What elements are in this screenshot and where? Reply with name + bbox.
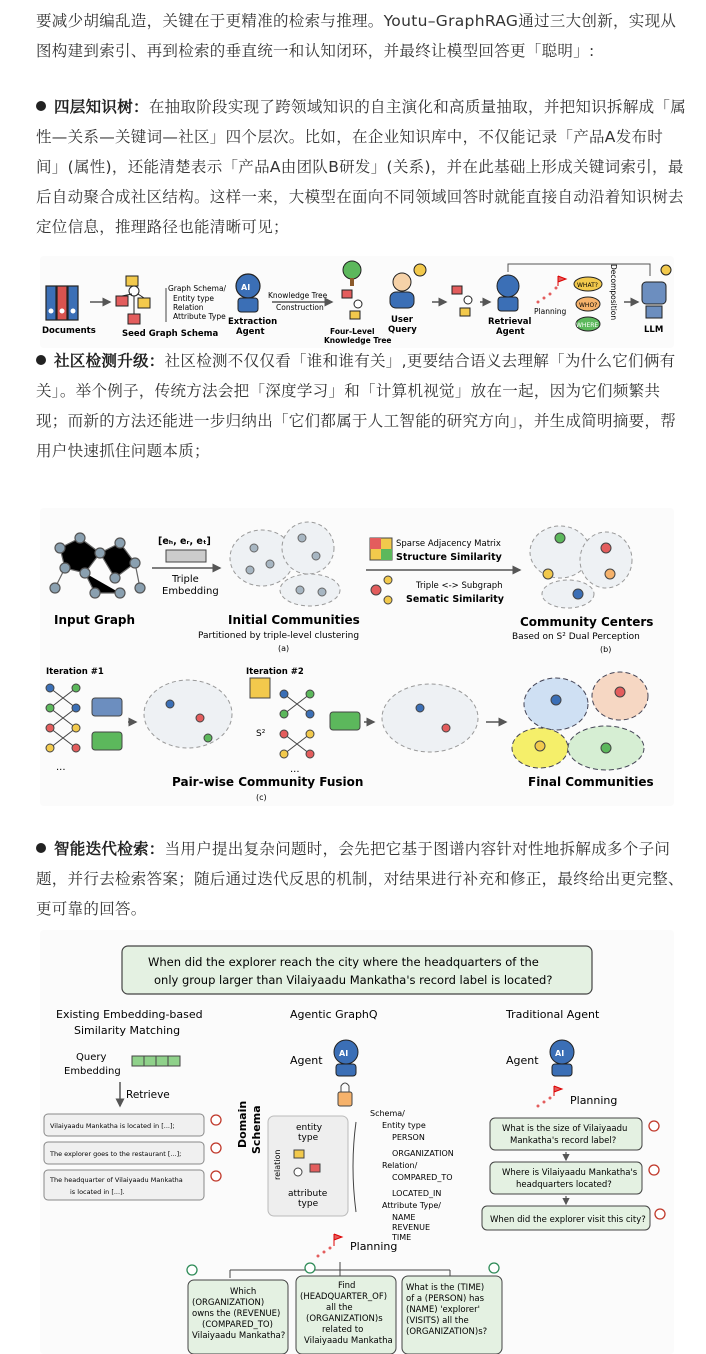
- trad-step-text: What is the size of Vilaiyaadu: [502, 1124, 628, 1134]
- ai-badge: AI: [339, 1049, 349, 1058]
- kt-construction-2: Construction: [276, 303, 324, 312]
- section-body: 在抽取阶段实现了跨领域知识的自主演化和高质量抽取，并把知识拆解成「属性—关系—关键词—社区」四个层次。比如，在企业知识库中，不仅能记录「产品A发布时间」(属性)，还能清楚表示「产品A由团队B研发」(关系)，并在此基础上形成关键词索引，最后自动聚合成社区结构。这样一来，大模型在面向不同领域回答时就能直接自动沿着知识树去定位信息，推理路径也能清晰可见；: [36, 98, 687, 236]
- subgraph-icon: [371, 576, 392, 604]
- merged-communities-icon: [382, 684, 478, 752]
- s2-label: S²: [256, 729, 266, 739]
- figure-knowledge-tree-pipeline: [40, 256, 674, 348]
- llm-robot-icon: [642, 265, 671, 318]
- kt-construction-1: Knowledge Tree: [268, 291, 328, 300]
- schema-tree-item: REVENUE: [392, 1223, 431, 1232]
- user-label-1: User: [391, 315, 413, 325]
- domain-schema-1: Domain: [236, 1100, 249, 1148]
- iteration-2-graph-icon: [280, 690, 314, 758]
- embedding-vector-icon: [166, 550, 206, 562]
- sub-q2-line: (ORGANIZATION)s: [306, 1314, 383, 1324]
- label-a: (a): [278, 644, 290, 653]
- user-icon: [390, 264, 426, 308]
- pipeline-diagram: [40, 256, 674, 348]
- user-label-2: Query: [388, 325, 417, 335]
- section-body: 社区检测不仅仅看「谁和谁有关」,更要结合语义去理解「为什么它们俩有关」。举个例子，传统方法会把「深度学习」和「计算机视觉」放在一起，因为它们频繁共现；而新的方法还能进一步归纳出「它们都属于人工智能的研究方向」，并生成简明摘要，帮用户快速抓住问题本质；: [36, 352, 677, 460]
- knowledge-tree-icon: [342, 261, 362, 319]
- graph-schema-title: Graph Schema/: [168, 284, 227, 293]
- puzzle-icon: [92, 698, 122, 716]
- sparse-matrix-label: Sparse Adjacency Matrix: [396, 539, 501, 549]
- sub-q2-line: related to: [322, 1325, 364, 1335]
- four-level-1: Four-Level: [330, 327, 375, 336]
- embedding-vector-icon: [132, 1056, 180, 1066]
- sub-q3-line: of a (PERSON) has: [406, 1294, 485, 1304]
- label-b: (b): [600, 645, 612, 654]
- trad-step-text: When did the explorer visit this city?: [490, 1215, 646, 1225]
- schema-entity-type: Entity type: [173, 294, 215, 303]
- sub-q1-line: (ORGANIZATION): [192, 1298, 265, 1308]
- sub-q3-line: (ORGANIZATION)s?: [406, 1327, 488, 1337]
- section-heading: 智能迭代检索：: [54, 840, 165, 858]
- sub-q2-line: all the: [326, 1303, 353, 1313]
- seed-schema-graph-icon: [116, 276, 150, 324]
- figure-community-detection: [40, 508, 674, 806]
- retrieval-label-1: Retrieval: [488, 317, 532, 327]
- llm-label: LLM: [644, 325, 664, 335]
- matrix-icon: [250, 678, 270, 698]
- sub-q1-line: Which: [230, 1287, 257, 1297]
- planning-label: Planning: [534, 307, 567, 316]
- attribute-type-1: attribute: [288, 1189, 328, 1199]
- planning-dots-icon: [537, 276, 567, 304]
- agent-label: Agent: [506, 1054, 539, 1067]
- attribute-type-2: type: [298, 1199, 319, 1209]
- section-body: 当用户提出复杂问题时，会先把它基于图谱内容针对性地拆解成多个子问题，并行去检索答案；随后通过迭代反思的机制，对结果进行补充和修正，最终给出更完整、更可靠的回答。: [36, 840, 684, 918]
- label-c: (c): [256, 793, 267, 802]
- schema-tree-item: PERSON: [392, 1133, 425, 1142]
- sub-q1-line: Vilaiyaadu Mankatha?: [192, 1331, 286, 1341]
- final-communities-label: Final Communities: [528, 775, 654, 789]
- question-line-1: When did the explorer reach the city where the headquarters of the: [148, 955, 539, 969]
- extraction-label-1: Extraction: [228, 317, 278, 327]
- lock-icon: [338, 1083, 352, 1106]
- documents-icon: [46, 286, 78, 320]
- sub-q1-line: owns the (REVENUE): [192, 1309, 281, 1319]
- extraction-agent-robot-icon: [236, 274, 260, 312]
- domain-schema-2: Schema: [250, 1105, 263, 1154]
- col2-title: Agentic GraphQ: [290, 1008, 378, 1021]
- wrong-mark-icon: [649, 1121, 665, 1219]
- sub-q2-line: Vilaiyaadu Mankatha: [304, 1336, 393, 1346]
- agent-robot-icon: [550, 1040, 574, 1076]
- triple-embedding-2: Embedding: [162, 586, 219, 597]
- wrong-mark-icon: [211, 1115, 221, 1181]
- fusion-communities-icon: [144, 680, 232, 748]
- schema-tree-item: Relation/: [382, 1161, 418, 1170]
- iteration-2-label: Iteration #2: [246, 667, 304, 677]
- community-diagram: [40, 508, 674, 806]
- planning-label: Planning: [570, 1094, 618, 1107]
- sub-q2-line: Find: [338, 1281, 356, 1291]
- bubble-what: WHAT?: [577, 282, 598, 289]
- iteration-1-graph-icon: [46, 684, 80, 752]
- trad-step-text: headquarters located?: [516, 1180, 612, 1190]
- planning-flag-icon: [317, 1234, 343, 1258]
- figure-retrieval-comparison: [40, 930, 674, 1354]
- input-graph-label: Input Graph: [54, 613, 136, 627]
- matrix-icon: [370, 538, 392, 560]
- schema-tree-item: LOCATED_IN: [392, 1189, 442, 1198]
- section-heading: 四层知识树：: [54, 98, 149, 116]
- query-embedding-2: Embedding: [64, 1066, 121, 1077]
- sub-q3-line: What is the (TIME): [406, 1283, 485, 1293]
- planning-label: Planning: [350, 1240, 398, 1253]
- schema-tree-item: NAME: [392, 1213, 416, 1222]
- seed-schema-label: Seed Graph Schema: [122, 329, 219, 339]
- sub-q1-line: (COMPARED_TO): [202, 1320, 273, 1330]
- puzzle-icon: [92, 732, 122, 750]
- schema-tree-item: Attribute Type/: [382, 1201, 441, 1210]
- sematic-similarity-label: Sematic Similarity: [406, 594, 504, 605]
- question-line-2: only group larger than Vilaiyaadu Mankatha's record label is located?: [154, 973, 553, 987]
- community-centers-label: Community Centers: [520, 615, 654, 629]
- ai-badge: AI: [555, 1049, 565, 1058]
- initial-communities-icon: [230, 522, 340, 606]
- ellipsis-1: ...: [56, 762, 66, 773]
- retrieval-label-2: Agent: [496, 327, 525, 337]
- final-communities-icon: [512, 672, 648, 770]
- trad-step-text: Mankatha's record label?: [510, 1136, 617, 1146]
- retrieved-text-3: The headquarter of Vilaiyaadu Mankatha: [50, 1176, 183, 1184]
- retrieval-diagram: [40, 930, 674, 1354]
- section-iterative-retrieval: [36, 834, 686, 924]
- iteration-1-label: Iteration #1: [46, 667, 104, 677]
- extraction-label-2: Agent: [236, 327, 265, 337]
- retrieved-text-2: The explorer goes to the restaurant [...];: [50, 1150, 182, 1158]
- schema-tree-item: ORGANIZATION: [392, 1149, 454, 1158]
- section-four-level-tree: [36, 92, 686, 242]
- agent-robot-icon: [334, 1040, 358, 1076]
- schema-attribute-type: Attribute Type: [173, 312, 226, 321]
- puzzle-icon: [330, 712, 360, 730]
- sub-q3-line: (VISITS) all the: [406, 1316, 469, 1326]
- schema-tree-item: Schema/: [370, 1109, 405, 1118]
- bubble-where: WHERE: [576, 322, 599, 329]
- decomposition-label: Decomposition: [609, 264, 618, 321]
- schema-tree-item: TIME: [392, 1233, 412, 1242]
- bullet-icon: [36, 843, 46, 853]
- section-heading: 社区检测升级：: [54, 352, 165, 370]
- planning-flag-icon: [537, 1086, 563, 1108]
- retrieved-text-4: is located in [...].: [70, 1188, 125, 1196]
- schema-relation: Relation: [173, 303, 204, 312]
- intro-paragraph: [36, 6, 686, 66]
- retrieve-label: Retrieve: [126, 1089, 170, 1101]
- input-graph-icon: [50, 533, 145, 598]
- section-community-detection: [36, 346, 686, 466]
- col1-title-1: Existing Embedding-based: [56, 1008, 203, 1021]
- check-mark-icon: [187, 1263, 499, 1275]
- ai-badge: AI: [241, 283, 251, 292]
- agent-label: Agent: [290, 1054, 323, 1067]
- bullet-icon: [36, 355, 46, 365]
- partitioned-label: Partitioned by triple-level clustering: [198, 631, 360, 641]
- relation-label: relation: [273, 1149, 282, 1180]
- triple-subgraph-label: Triple <-> Subgraph: [416, 581, 503, 591]
- pairwise-fusion-label: Pair-wise Community Fusion: [172, 775, 364, 789]
- documents-label: Documents: [42, 326, 96, 336]
- retrieved-text-1: Vilaiyaadu Mankatha is located in [...];: [50, 1122, 175, 1130]
- bubble-who: WHO?: [579, 302, 598, 309]
- structure-similarity-label: Structure Similarity: [396, 552, 502, 563]
- dual-perception-label: Based on S² Dual Perception: [512, 632, 640, 642]
- query-graph-icon: [452, 286, 472, 316]
- sub-q3-line: (NAME) 'explorer': [406, 1305, 480, 1315]
- four-level-2: Knowledge Tree: [324, 336, 392, 345]
- sub-q2-line: (HEADQUARTER_OF): [300, 1292, 388, 1302]
- ellipsis-2: ...: [290, 764, 300, 775]
- query-embedding-1: Query: [76, 1052, 107, 1063]
- entity-type-1: entity: [296, 1123, 323, 1133]
- col1-title-2: Similarity Matching: [74, 1024, 181, 1037]
- retrieval-agent-robot-icon: [497, 275, 519, 311]
- initial-communities-label: Initial Communities: [228, 613, 360, 627]
- schema-tree: [370, 1109, 454, 1242]
- schema-tree-item: COMPARED_TO: [392, 1173, 453, 1182]
- intro-text: 要减少胡编乱造，关键在于更精准的检索与推理。Youtu–GraphRAG通过三大创新，实现从图构建到索引、再到检索的垂直统一和认知闭环，并最终让模型回答更「聪明」:: [36, 12, 677, 60]
- triple-vector: [eₕ, eᵣ, eₜ]: [158, 536, 211, 547]
- triple-embedding-1: Triple: [172, 574, 199, 585]
- col3-title: Traditional Agent: [506, 1008, 600, 1021]
- community-centers-icon: [530, 526, 632, 608]
- trad-step-text: Where is Vilaiyaadu Mankatha's: [502, 1168, 638, 1178]
- schema-tree-item: Entity type: [382, 1121, 426, 1130]
- entity-type-2: type: [298, 1133, 319, 1143]
- bullet-icon: [36, 101, 46, 111]
